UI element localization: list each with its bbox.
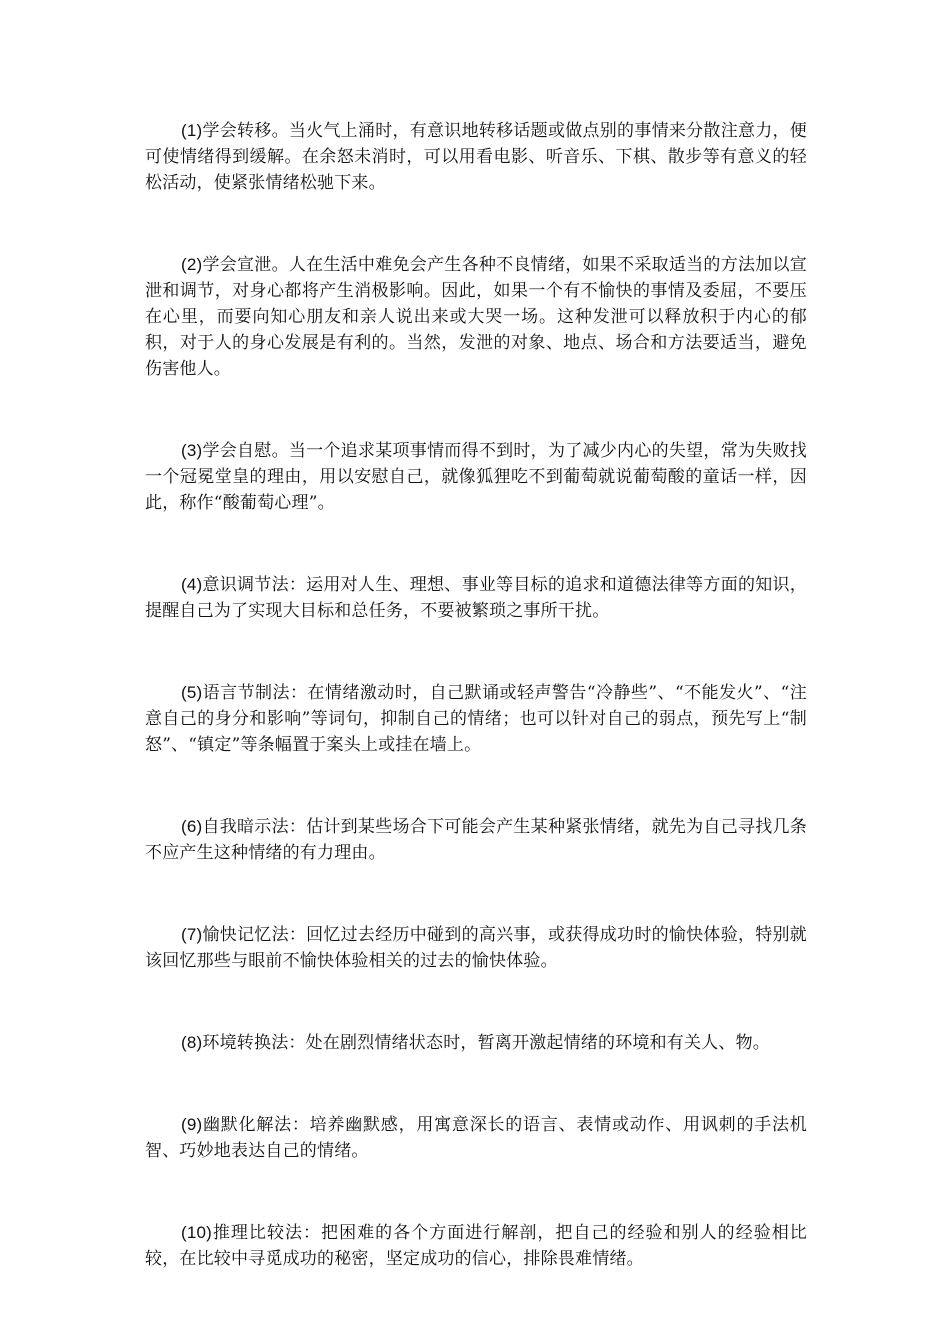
paragraph-number: (2) [181,255,203,274]
paragraph-text: 环境转换法：处在剧烈情绪状态时，暂离开激起情绪的环境和有关人、物。 [202,1033,770,1053]
paragraph-text: 语言节制法：在情绪激动时，自己默诵或轻声警告“冷静些”、“不能发火”、“注意自己的身分和影响”等词句，抑制自己的情绪；也可以针对自己的弱点，预先写上“制怒”、“镇定”等条幅置于案头上或挂在墙上。 [145,683,807,755]
paragraph-4 [145,572,807,624]
paragraph-3 [145,438,807,516]
paragraph-text: 推理比较法：把困难的各个方面进行解剖，把自己的经验和别人的经验相比较，在比较中寻觅成功的秘密，坚定成功的信心，排除畏难情绪。 [145,1223,807,1269]
paragraph-7 [145,922,807,974]
paragraph-number: (9) [181,1115,203,1134]
paragraph-number: (5) [181,683,203,702]
paragraph-6 [145,814,807,866]
paragraph-5 [145,680,807,758]
paragraph-number: (4) [181,575,203,594]
paragraph-number: (10) [181,1223,213,1242]
paragraph-text: 学会转移。当火气上涌时，有意识地转移话题或做点别的事情来分散注意力，便可使情绪得到缓解。在余怒未消时，可以用看电影、听音乐、下棋、散步等有意义的轻松活动，使紧张情绪松驰下来。 [145,121,807,193]
paragraph-number: (7) [181,925,203,944]
paragraph-text: 幽默化解法：培养幽默感，用寓意深长的语言、表情或动作、用讽刺的手法机智、巧妙地表达自己的情绪。 [145,1115,807,1161]
paragraph-number: (3) [181,441,203,460]
paragraph-number: (6) [181,817,203,836]
paragraph-10 [145,1220,807,1272]
paragraph-text: 自我暗示法：估计到某些场合下可能会产生某种紧张情绪，就先为自己寻找几条不应产生这种情绪的有力理由。 [145,817,807,863]
paragraph-number: (1) [181,121,203,140]
paragraph-number: (8) [181,1033,203,1052]
paragraph-1 [145,118,807,196]
paragraph-text: 愉快记忆法：回忆过去经历中碰到的高兴事，或获得成功时的愉快体验，特别就该回忆那些与眼前不愉快体验相关的过去的愉快体验。 [145,925,807,971]
document-page [145,118,807,1272]
paragraph-text: 学会宣泄。人在生活中难免会产生各种不良情绪，如果不采取适当的方法加以宣泄和调节，对身心都将产生消极影响。因此，如果一个有不愉快的事情及委屈，不要压在心里，而要向知心朋友和亲人说出来或大哭一场。这种发泄可以释放积于内心的郁积，对于人的身心发展是有利的。当然，发泄的对象、地点、场合和方法要适当，避免伤害他人。 [145,255,807,379]
paragraph-9 [145,1112,807,1164]
paragraph-2 [145,252,807,382]
paragraph-text: 学会自慰。当一个追求某项事情而得不到时，为了减少内心的失望，常为失败找一个冠冕堂皇的理由，用以安慰自己，就像狐狸吃不到葡萄就说葡萄酸的童话一样，因此，称作“酸葡萄心理”。 [145,441,807,513]
paragraph-8 [145,1030,807,1056]
paragraph-text: 意识调节法：运用对人生、理想、事业等目标的追求和道德法律等方面的知识，提醒自己为了实现大目标和总任务，不要被繁琐之事所干扰。 [145,575,807,621]
